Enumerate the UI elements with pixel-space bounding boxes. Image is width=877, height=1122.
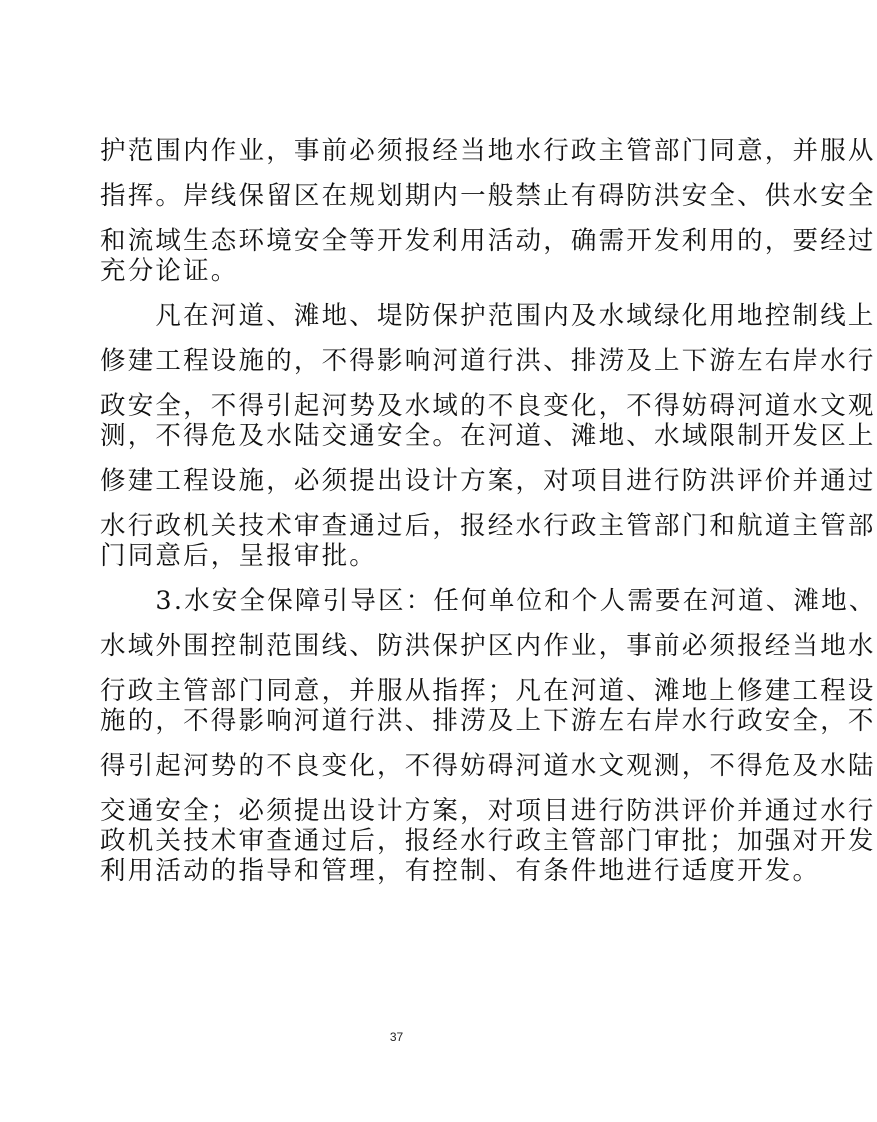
text-line: 测，不得危及水陆交通安全。在河道、滩地、水域限制开发区上: [100, 421, 876, 451]
text-line: 护范围内作业，事前必须报经当地水行政主管部门同意，并服从: [100, 136, 876, 166]
text-line: 和流域生态环境安全等开发利用活动，确需开发利用的，要经过: [100, 226, 876, 256]
text-line: 施的，不得影响河道行洪、排涝及上下游左右岸水行政安全，不: [100, 706, 876, 736]
text-line: 修建工程设施的，不得影响河道行洪、排涝及上下游左右岸水行: [100, 346, 876, 376]
text-line: 水域外围控制范围线、防洪保护区内作业，事前必须报经当地水: [100, 631, 876, 661]
page-number: 37: [389, 1030, 404, 1044]
text-line: 凡在河道、滩地、堤防保护范围内及水域绿化用地控制线上: [100, 301, 876, 331]
text-line: 充分论证。: [100, 256, 239, 286]
text-line: 利用活动的指导和管理，有控制、有条件地进行适度开发。: [100, 856, 821, 886]
text-line: 行政主管部门同意，并服从指挥；凡在河道、滩地上修建工程设: [100, 676, 876, 706]
text-line: 政安全，不得引起河势及水域的不良变化，不得妨碍河道水文观: [100, 391, 876, 421]
text-line: 水行政机关技术审查通过后，报经水行政主管部门和航道主管部: [100, 511, 876, 541]
text-line: 政机关技术审查通过后，报经水行政主管部门审批；加强对开发: [100, 826, 876, 856]
text-line: 交通安全；必须提出设计方案，对项目进行防洪评价并通过水行: [100, 796, 876, 826]
text-line: 3.水安全保障引导区：任何单位和个人需要在河道、滩地、: [100, 586, 877, 616]
text-line: 得引起河势的不良变化，不得妨碍河道水文观测，不得危及水陆: [100, 751, 876, 781]
text-line: 修建工程设施，必须提出设计方案，对项目进行防洪评价并通过: [100, 466, 876, 496]
text-line: 门同意后，呈报审批。: [100, 541, 378, 571]
text-line: 指挥。岸线保留区在规划期内一般禁止有碍防洪安全、供水安全: [100, 181, 876, 211]
